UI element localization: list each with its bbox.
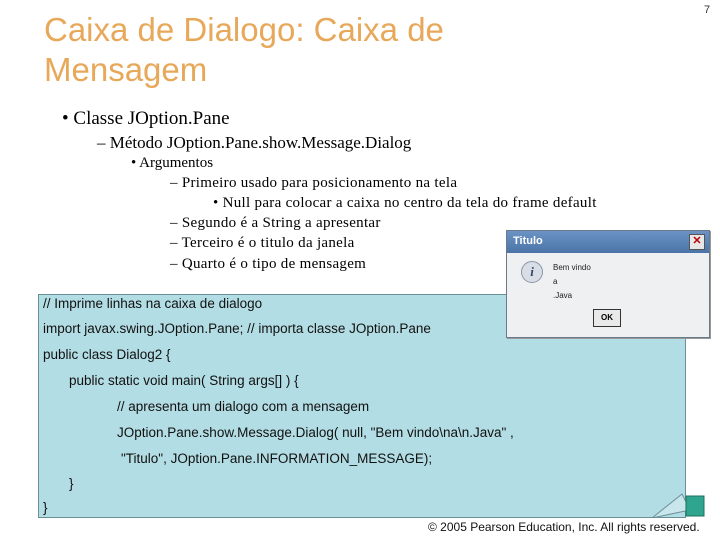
sub-item-null: • Null para colocar a caixa no centro da tela do frame default	[213, 195, 597, 211]
dialog-message-line-3: .Java	[553, 291, 573, 300]
code-line-comment: // Imprime linhas na caixa de dialogo	[43, 296, 263, 311]
message-dialog	[506, 230, 710, 338]
dialog-title-bar[interactable]	[507, 231, 709, 253]
code-line-close-main: }	[69, 476, 74, 491]
dialog-message-line-1: Bem vindo	[553, 263, 591, 272]
close-icon[interactable]: ✕	[689, 234, 705, 250]
code-line-call: JOption.Pane.show.Message.Dialog( null, "Bem vindo\na\n.Java" ,	[117, 425, 514, 440]
code-line-args: "Titulo", JOption.Pane.INFORMATION_MESSAGE);	[121, 451, 433, 466]
sub-item-third: – Terceiro é o titulo da janela	[170, 235, 355, 251]
code-line-comment-2: // apresenta um dialogo com a mensagem	[117, 399, 370, 414]
sub-item-fourth: – Quarto é o tipo de mensagem	[170, 256, 367, 272]
dialog-message-line-2: a	[553, 277, 558, 286]
page-corner-icon	[652, 488, 708, 518]
code-line-main: public static void main( String args[] ) {	[69, 373, 299, 388]
code-line-class: public class Dialog2 {	[43, 347, 171, 362]
ok-button[interactable]: OK	[593, 309, 621, 327]
bullet-arguments: • Argumentos	[131, 155, 214, 171]
slide-title: Caixa de Dialogo: Caixa de Mensagem	[44, 11, 444, 88]
copyright-text: © 2005 Pearson Education, Inc. All rights reserved.	[428, 520, 700, 534]
bullet-joptionpane: • Classe JOption.Pane	[62, 108, 230, 129]
dialog-title: Titulo	[513, 235, 543, 247]
sub-item-second: – Segundo é a String a apresentar	[170, 215, 381, 231]
code-line-close-class: }	[43, 500, 48, 515]
information-icon: i	[521, 261, 543, 283]
sub-item-first: – Primeiro usado para posicionamento na tela	[170, 175, 458, 191]
bullet-method: – Método JOption.Pane.show.Message.Dialog	[97, 133, 412, 152]
code-line-import: import javax.swing.JOption.Pane; // importa classe JOption.Pane	[43, 321, 431, 336]
page-number: 7	[704, 4, 711, 16]
